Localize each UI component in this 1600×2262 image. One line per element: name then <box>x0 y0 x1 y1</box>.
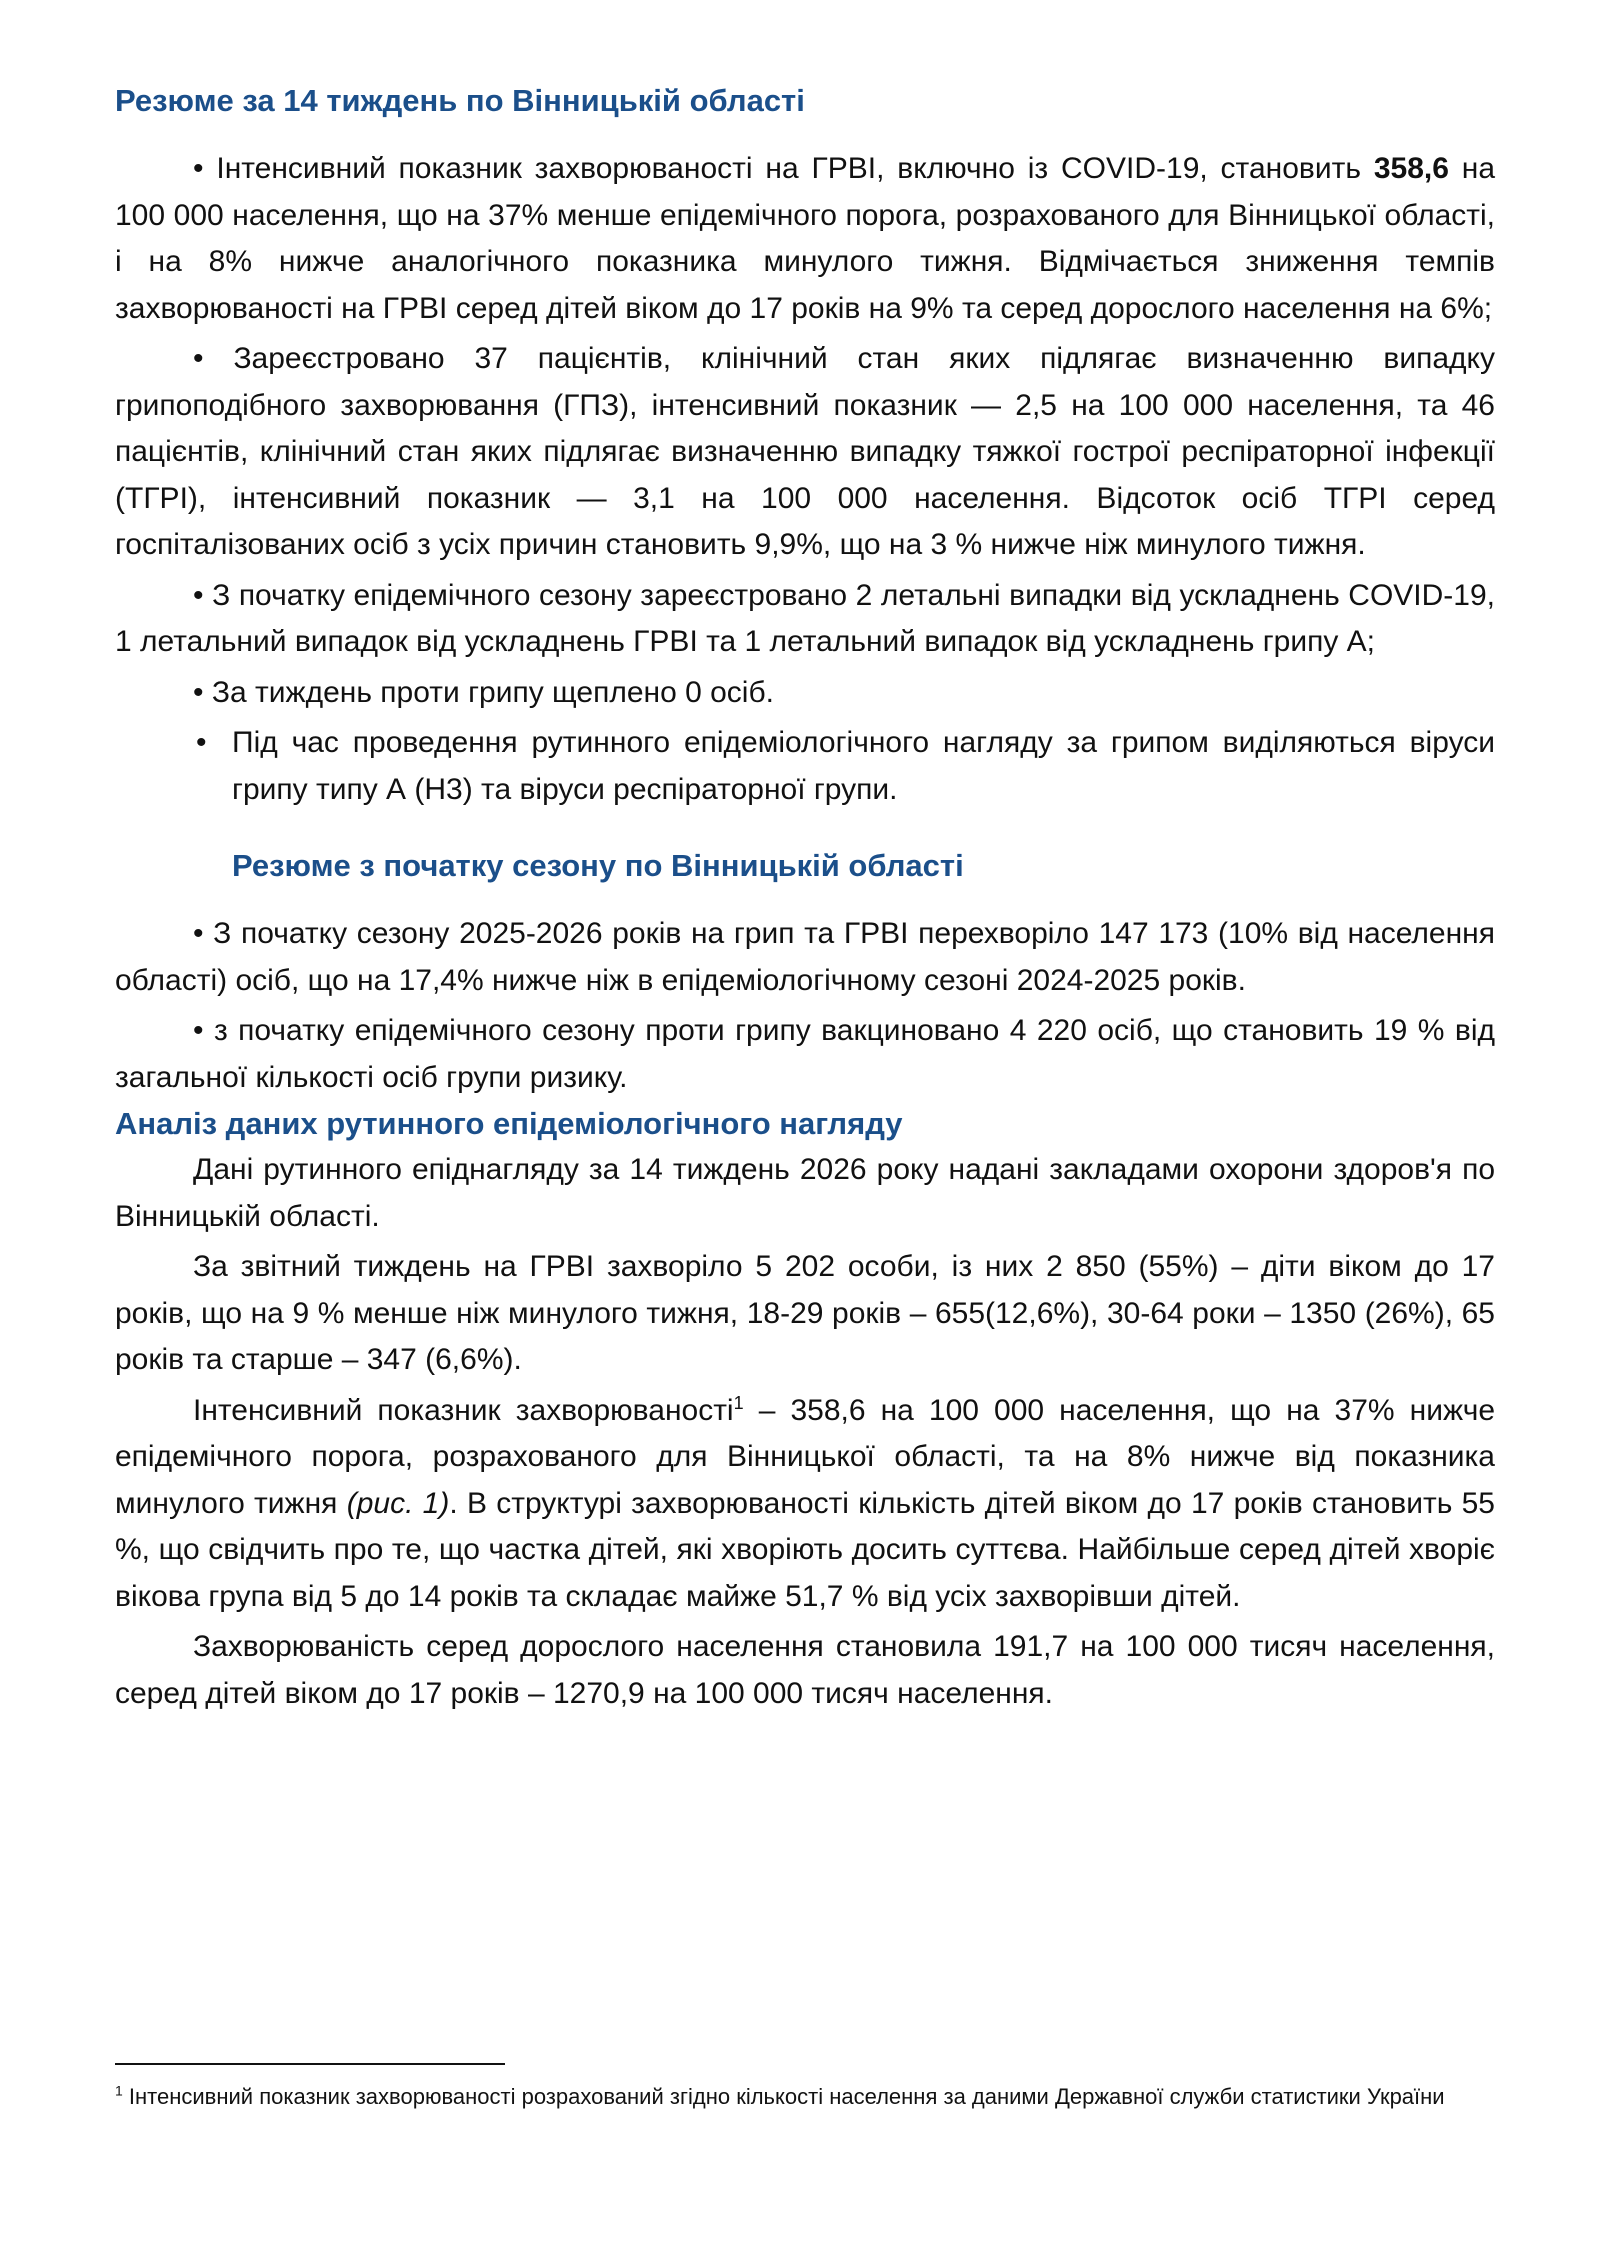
analysis-para-adult-child: Захворюваність серед дорослого населення становила 191,7 на 100 000 тисяч населення, серед дітей віком до 17 років – 1270,9 на 100 000 тисяч населення. <box>115 1630 1495 1710</box>
season-item-vaccination: • з початку епідемічного сезону проти грипу вакциновано 4 220 осіб, що становить 19 % від загальної кількості осіб групи ризику. <box>115 1014 1495 1094</box>
bullet-icon: • <box>193 152 204 185</box>
bullet-icon: • <box>193 342 204 375</box>
incidence-value: 358,6 <box>1373 152 1449 185</box>
week-item-viruses: • Під час проведення рутинного епідеміологічного нагляду за грипом виділяються віруси грипу типу А (Н3) та віруси респіраторної групи. <box>115 720 1495 813</box>
season-item-cases: • З початку сезону 2025-2026 років на грип та ГРВІ перехворіло 147 173 (10% від населення області) осіб, що на 17,4% нижче ніж в епідеміологічному сезоні 2024-2025 років. <box>115 917 1495 997</box>
footnote-number: 1 <box>115 2082 123 2099</box>
figure-reference: (рис. 1) <box>346 1486 450 1520</box>
week-item-ili-sari: • Зареєстровано 37 пацієнтів, клінічний стан яких підлягає визначенню випадку грипоподібного захворювання (ГПЗ), інтенсивний показник — 2,5 на 100 000 населення, та 46 пацієнтів, клінічний стан яких підлягає визначенню випадку тяжкої гострої респіраторної інфекції (ТГРІ), інтенсивний показник — 3,1 на 100 000 населення. Відсоток осіб ТГРІ серед госпіталізованих осіб з усіх причин становить 9,9%, що на 3 % нижче ніж минулого тижня. <box>115 342 1495 561</box>
analysis-para-source: Дані рутинного епіднагляду за 14 тиждень 2026 року надані закладами охорони здоров'я по Вінницькій області. <box>115 1153 1495 1233</box>
bullet-icon: • <box>193 578 204 612</box>
bullet-icon: • <box>193 675 204 709</box>
document-page <box>115 78 1495 1717</box>
analysis-para-age-groups: За звітний тиждень на ГРВІ захворіло 5 202 особи, із них 2 850 (55%) – діти віком до 17 років, що на 9 % менше ніж минулого тижня, 18-29 років – 655(12,6%), 30-64 роки – 1350 (26%), 65 років та старше – 347 (6,6%). <box>115 1250 1495 1376</box>
bullet-icon: • <box>193 917 204 950</box>
week-item-vaccinated: • За тиждень проти грипу щеплено 0 осіб. <box>193 675 774 709</box>
footnote-separator <box>115 2063 505 2065</box>
heading-season-summary: Резюме з початку сезону по Вінницькій області <box>232 848 964 883</box>
bullet-icon: • <box>193 1014 204 1047</box>
footnote-text: Інтенсивний показник захворюваності розрахований згідно кількості населення за даними Державної служби статистики України <box>122 2084 1445 2109</box>
bullet-icon: • <box>196 726 207 759</box>
footnote-reference[interactable]: 1 <box>733 1392 744 1413</box>
footnote <box>115 2080 1465 2114</box>
analysis-para-intensity: Інтенсивний показник захворюваності$^1$ – 358,6 на 100 000 населення, що на 37% нижче епідемічного порога, розрахованого для Вінницької області, та на 8% нижче від показника минулого тижня (рис. 1). В структурі захворюваності кількість дітей віком до 17 років становить 55 %, що свідчить про те, що частка дітей, які хворіють досить суттєва. Найбільше серед дітей хворіє вікова група від 5 до 14 років та складає майже 51,7 % від усіх захворівши дітей. <box>115 1392 1496 1613</box>
week-item-incidence: • Інтенсивний показник захворюваності на ГРВІ, включно із COVID-19, становить 358,6 на 100 000 населення, що на 37% менше епідемічного порога, розрахованого для Вінницької області, і на 8% нижче аналогічного показника минулого тижня. Відмічається зниження темпів захворюваності на ГРВІ серед дітей віком до 17 років на 9% та серед дорослого населення на 6%; <box>115 152 1496 325</box>
heading-analysis: Аналіз даних рутинного епідеміологічного нагляду <box>115 1106 903 1141</box>
heading-week-summary: Резюме за 14 тиждень по Вінницькій області <box>115 83 805 118</box>
week-item-deaths: • З початку епідемічного сезону зареєстровано 2 летальні випадки від ускладнень COVID-19, 1 летальний випадок від ускладнень ГРВІ та 1 летальний випадок від ускладнень грипу А; <box>115 578 1496 658</box>
